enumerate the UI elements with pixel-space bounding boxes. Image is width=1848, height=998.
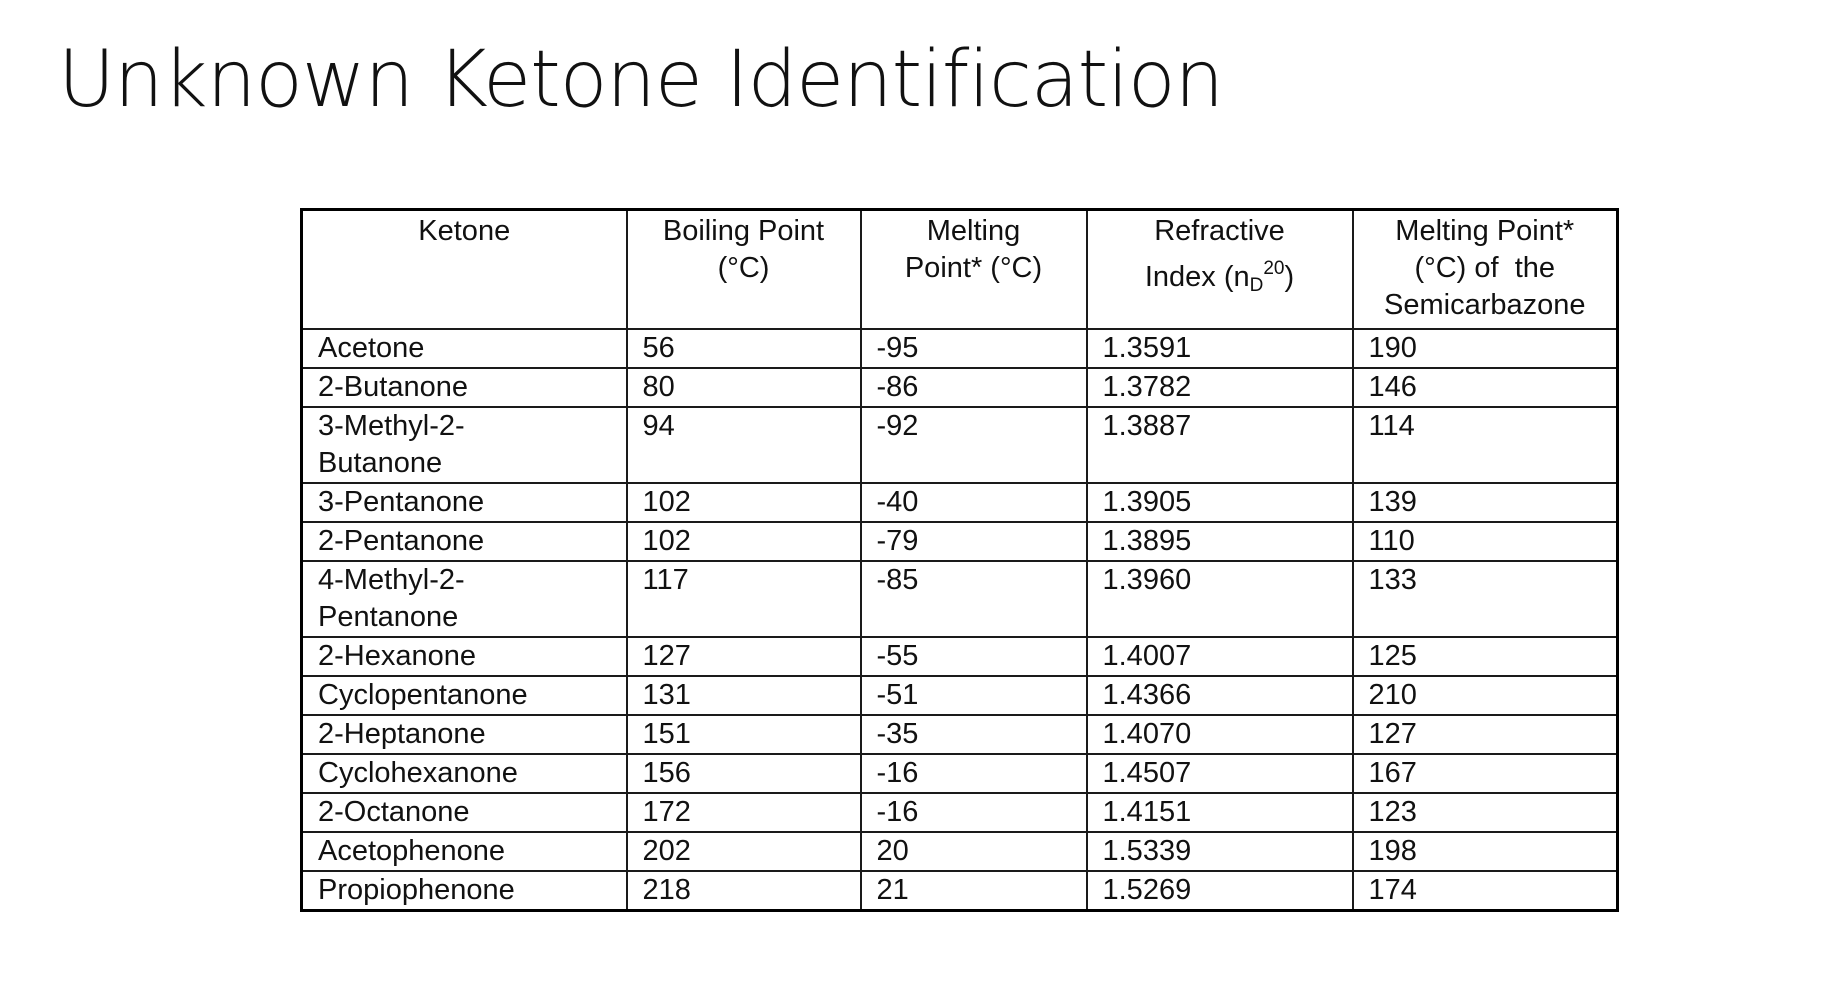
table-body xyxy=(302,329,1618,911)
cell-ketone-name: 2-Butanone xyxy=(302,368,627,407)
table-row xyxy=(302,793,1618,832)
cell-refractive-index: 1.3887 xyxy=(1087,407,1353,483)
header-refractive-index: Refractive Index $(nD^{20})$ xyxy=(1087,210,1353,330)
cell-ketone-name: Cyclohexanone xyxy=(302,754,627,793)
table-row xyxy=(302,407,1618,483)
cell-boiling-point: 172 xyxy=(627,793,861,832)
cell-refractive-index: 1.3895 xyxy=(1087,522,1353,561)
cell-ketone-name: 2-Octanone xyxy=(302,793,627,832)
cell-melting-point: -92 xyxy=(861,407,1087,483)
cell-boiling-point: 202 xyxy=(627,832,861,871)
cell-refractive-index: 1.4366 xyxy=(1087,676,1353,715)
cell-melting-point: -79 xyxy=(861,522,1087,561)
cell-melting-point: -40 xyxy=(861,483,1087,522)
cell-boiling-point: 80 xyxy=(627,368,861,407)
cell-semicarbazone-mp: 127 xyxy=(1353,715,1618,754)
cell-semicarbazone-mp: 146 xyxy=(1353,368,1618,407)
cell-ketone-name: Acetone xyxy=(302,329,627,368)
table-row xyxy=(302,637,1618,676)
table-row xyxy=(302,871,1618,911)
cell-boiling-point: 102 xyxy=(627,522,861,561)
cell-semicarbazone-mp: 190 xyxy=(1353,329,1618,368)
page-title: Unknown Ketone Identification xyxy=(58,35,1224,125)
cell-ketone-name: 2-Pentanone xyxy=(302,522,627,561)
cell-boiling-point: 151 xyxy=(627,715,861,754)
cell-melting-point: -16 xyxy=(861,754,1087,793)
ketone-table-container xyxy=(300,208,1619,912)
cell-ketone-name: Acetophenone xyxy=(302,832,627,871)
table-row xyxy=(302,715,1618,754)
table-row xyxy=(302,368,1618,407)
cell-melting-point: -51 xyxy=(861,676,1087,715)
table-header-row xyxy=(302,210,1618,330)
cell-semicarbazone-mp: 174 xyxy=(1353,871,1618,911)
table-row xyxy=(302,754,1618,793)
cell-ketone-name: 2-Hexanone xyxy=(302,637,627,676)
cell-semicarbazone-mp: 110 xyxy=(1353,522,1618,561)
cell-semicarbazone-mp: 198 xyxy=(1353,832,1618,871)
cell-boiling-point: 218 xyxy=(627,871,861,911)
cell-refractive-index: 1.4007 xyxy=(1087,637,1353,676)
cell-semicarbazone-mp: 133 xyxy=(1353,561,1618,637)
cell-refractive-index: 1.3591 xyxy=(1087,329,1353,368)
cell-boiling-point: 102 xyxy=(627,483,861,522)
cell-melting-point: 21 xyxy=(861,871,1087,911)
cell-melting-point: 20 xyxy=(861,832,1087,871)
cell-semicarbazone-mp: 210 xyxy=(1353,676,1618,715)
cell-refractive-index: 1.5269 xyxy=(1087,871,1353,911)
header-ketone: Ketone xyxy=(302,210,627,330)
cell-semicarbazone-mp: 125 xyxy=(1353,637,1618,676)
cell-ketone-name: 2-Heptanone xyxy=(302,715,627,754)
cell-refractive-index: 1.4507 xyxy=(1087,754,1353,793)
table-row xyxy=(302,522,1618,561)
table-row xyxy=(302,561,1618,637)
cell-melting-point: -35 xyxy=(861,715,1087,754)
cell-refractive-index: 1.3960 xyxy=(1087,561,1353,637)
cell-melting-point: -85 xyxy=(861,561,1087,637)
cell-semicarbazone-mp: 114 xyxy=(1353,407,1618,483)
cell-boiling-point: 156 xyxy=(627,754,861,793)
cell-refractive-index: 1.4151 xyxy=(1087,793,1353,832)
cell-semicarbazone-mp: 167 xyxy=(1353,754,1618,793)
header-semicarbazone-mp: Melting Point* (°C) of the Semicarbazone xyxy=(1353,210,1618,330)
cell-refractive-index: 1.3905 xyxy=(1087,483,1353,522)
cell-melting-point: -95 xyxy=(861,329,1087,368)
cell-boiling-point: 117 xyxy=(627,561,861,637)
cell-refractive-index: 1.5339 xyxy=(1087,832,1353,871)
cell-boiling-point: 56 xyxy=(627,329,861,368)
cell-refractive-index: 1.4070 xyxy=(1087,715,1353,754)
cell-melting-point: -86 xyxy=(861,368,1087,407)
table-row xyxy=(302,832,1618,871)
cell-boiling-point: 94 xyxy=(627,407,861,483)
cell-ketone-name: 3-Pentanone xyxy=(302,483,627,522)
cell-semicarbazone-mp: 139 xyxy=(1353,483,1618,522)
cell-ketone-name: 4-Methyl-2- Pentanone xyxy=(302,561,627,637)
header-boiling-point: Boiling Point (°C) xyxy=(627,210,861,330)
table-row xyxy=(302,676,1618,715)
cell-melting-point: -55 xyxy=(861,637,1087,676)
cell-ketone-name: Cyclopentanone xyxy=(302,676,627,715)
table-row xyxy=(302,483,1618,522)
ketone-data-table xyxy=(300,208,1619,912)
cell-ketone-name: Propiophenone xyxy=(302,871,627,911)
table-row xyxy=(302,329,1618,368)
cell-refractive-index: 1.3782 xyxy=(1087,368,1353,407)
cell-melting-point: -16 xyxy=(861,793,1087,832)
cell-boiling-point: 127 xyxy=(627,637,861,676)
cell-ketone-name: 3-Methyl-2- Butanone xyxy=(302,407,627,483)
cell-semicarbazone-mp: 123 xyxy=(1353,793,1618,832)
header-melting-point: Melting Point* (°C) xyxy=(861,210,1087,330)
cell-boiling-point: 131 xyxy=(627,676,861,715)
